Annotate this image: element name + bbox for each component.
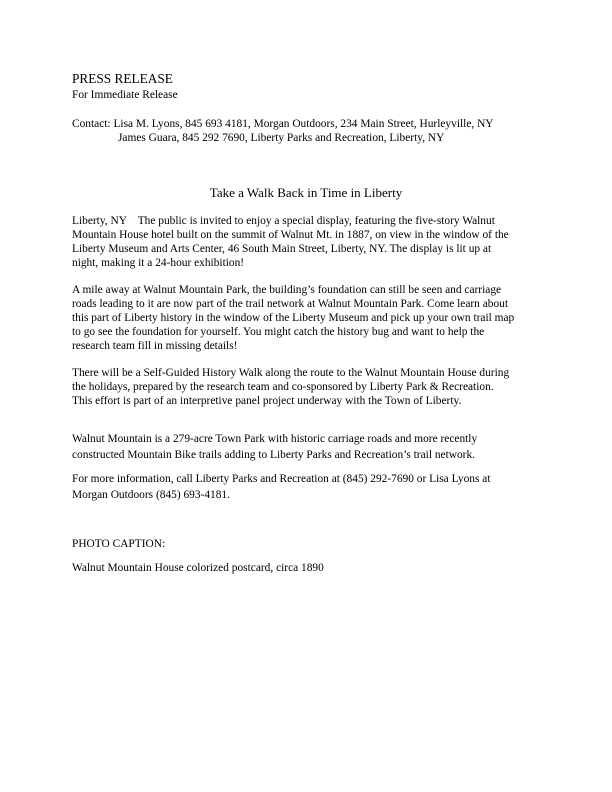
- paragraph-line: This effort is part of an interpretive panel project underway with the Town of Liberty.: [72, 395, 462, 407]
- paragraph-line: research team fill in missing details!: [72, 340, 238, 352]
- photo-caption-text: Walnut Mountain House colorized postcard, circa 1890: [72, 562, 324, 574]
- contact-line-2: James Guara, 845 292 7690, Liberty Parks and Recreation, Liberty, NY: [118, 132, 445, 144]
- paragraph-line: the holidays, prepared by the research team and co-sponsored by Liberty Park & Recreation.: [72, 381, 494, 393]
- paragraph-line: Liberty Museum and Arts Center, 46 South Main Street, Liberty, NY. The display is lit up at: [72, 243, 492, 255]
- press-release-heading: PRESS RELEASE: [72, 71, 173, 86]
- paragraph-line: to go see the foundation for yourself. You might catch the history bug and want to help the: [72, 326, 485, 338]
- photo-caption-label: PHOTO CAPTION:: [72, 538, 166, 550]
- paragraph-line: Morgan Outdoors (845) 693-4181.: [72, 489, 230, 501]
- paragraph-line: There will be a Self-Guided History Walk along the route to the Walnut Mountain House during: [72, 367, 510, 379]
- paragraph-line: constructed Mountain Bike trails adding to Liberty Parks and Recreation’s trail network.: [72, 449, 476, 461]
- paragraph-line: For more information, call Liberty Parks and Recreation at (845) 292-7690 or Lisa Lyons at: [72, 473, 491, 485]
- paragraph-line: A mile away at Walnut Mountain Park, the building’s foundation can still be seen and carriage: [72, 284, 502, 296]
- paragraph-line: roads leading to it are now part of the trail network at Walnut Mountain Park. Come learn about: [72, 298, 509, 310]
- paragraph-line: Mountain House hotel built on the summit of Walnut Mt. in 1887, on view in the window of the: [72, 229, 509, 241]
- paragraph-line: Liberty, NY The public is invited to enjoy a special display, featuring the five-story Walnut: [72, 215, 495, 227]
- paragraph-line: this part of Liberty history in the window of the Liberty Museum and pick up your own trail map: [72, 312, 515, 324]
- immediate-release-line: For Immediate Release: [72, 89, 178, 101]
- paragraph-line: Walnut Mountain is a 279-acre Town Park with historic carriage roads and more recently: [72, 433, 478, 445]
- contact-line-1: Contact: Lisa M. Lyons, 845 693 4181, Morgan Outdoors, 234 Main Street, Hurleyville, NY: [72, 118, 494, 130]
- paragraph-line: night, making it a 24-hour exhibition!: [72, 257, 245, 269]
- release-title: Take a Walk Back in Time in Liberty: [209, 185, 403, 200]
